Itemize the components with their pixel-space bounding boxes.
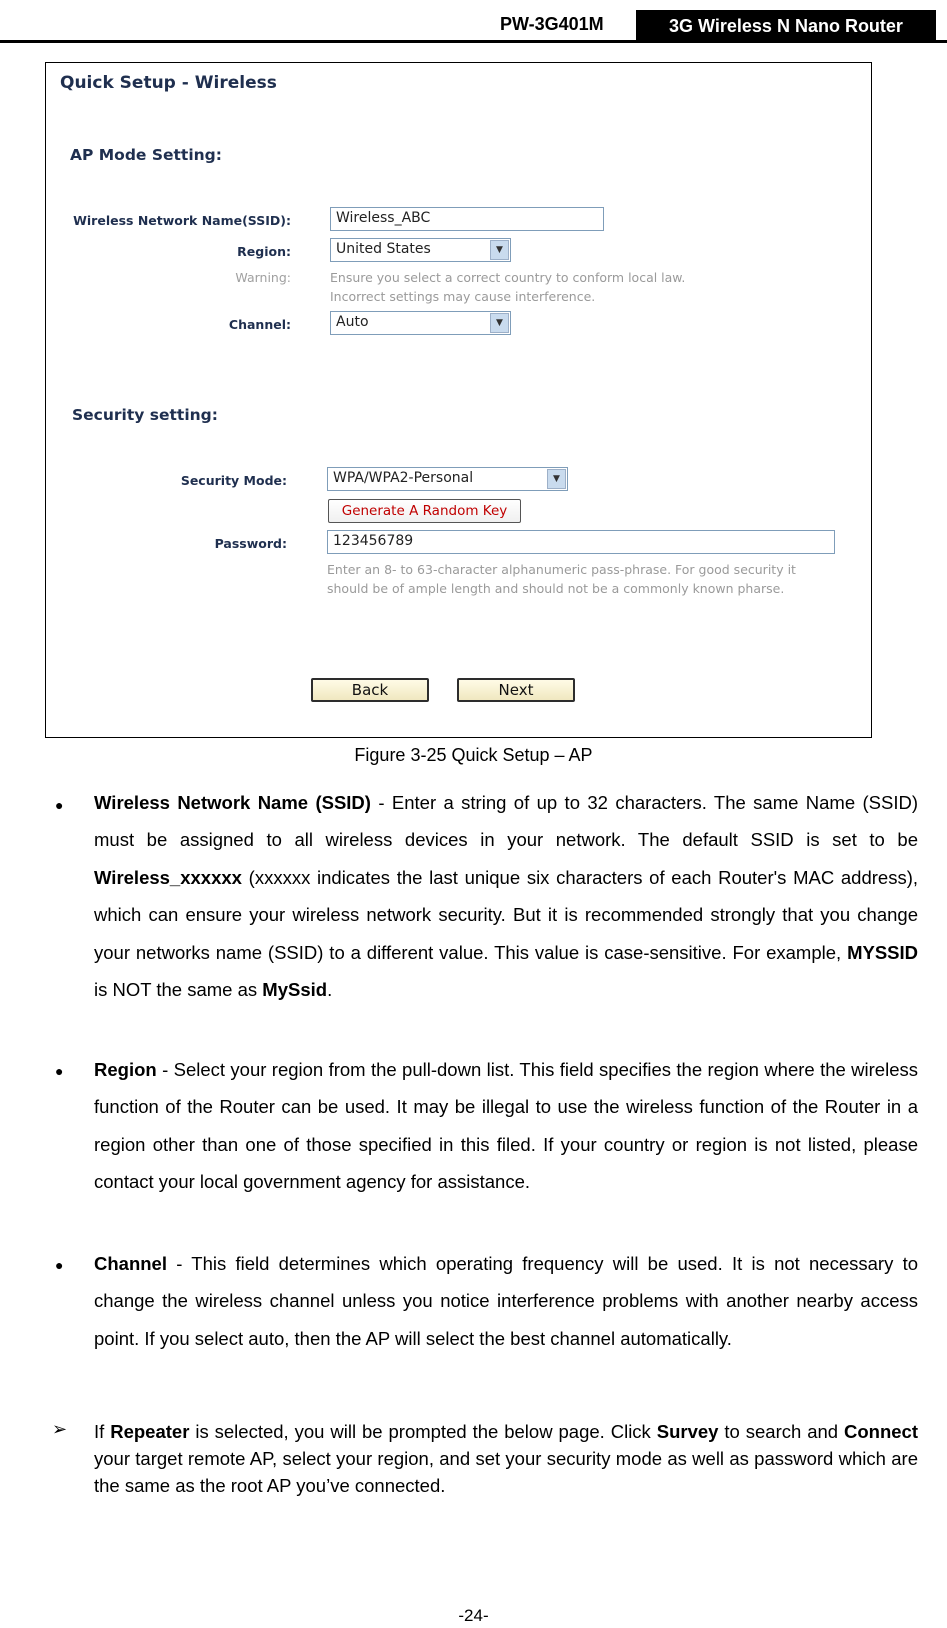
survey-term: Survey [656,1421,719,1442]
repeater-term: Repeater [110,1421,190,1442]
channel-label: Channel: [228,317,291,332]
repeater-text-1: If [94,1421,111,1442]
repeater-text-3: to search and [718,1421,844,1442]
password-hint-line-2: should be of ample length and should not be a commonly known pharse. [327,581,785,596]
region-select[interactable] [330,238,511,262]
security-mode-value: WPA/WPA2-Personal [333,470,474,486]
region-description [94,1051,918,1201]
ssid-input[interactable]: Wireless_ABC [330,207,604,231]
security-mode-label: Security Mode: [180,473,287,488]
warning-label: Warning: [235,270,291,285]
ap-mode-heading: AP Mode Setting: [70,146,222,164]
password-hint-line-1: Enter an 8- to 63-character alphanumeric pass-phrase. For good security it [327,562,796,577]
chevron-down-icon: ▼ [547,469,566,489]
chevron-down-icon: ▼ [490,313,509,333]
warning-text [330,268,685,306]
figure-caption: Figure 3-25 Quick Setup – AP [354,745,593,765]
document-model: PW-3G401M [500,14,604,34]
document-product-title: 3G Wireless N Nano Router [636,10,936,42]
channel-select[interactable] [330,311,511,335]
ssid-text-2: (xxxxxx indicates the last unique six characters of each Router's MAC address), which can ensure your wireless network security. But it is recommended strongly that you change your networks name (SSID) to a different value. This value is case-sensitive. For example, [94,866,918,963]
region-label: Region: [237,244,291,259]
region-text: - Select your region from the pull-down list. This field specifies the region where the wireless function of the Router can be used. It may be illegal to use the wireless function of the Router in a region other than one of those specified in this filed. If your country or region is not listed, please contact your local government agency for assistance. [94,1059,918,1193]
password-hint [327,560,796,598]
connect-term: Connect [844,1421,918,1442]
password-label: Password: [214,536,287,551]
ssid-text-1: - Enter a string of up to 32 characters. The same Name (SSID) must be assigned to all wireless devices in your network. The default SSID is set to be [94,792,919,851]
ssid-description [94,784,918,1008]
ssid-term: Wireless Network Name (SSID) [94,792,371,813]
ssid-text-3: is NOT the same as [94,979,263,1001]
channel-description [94,1245,918,1357]
quick-setup-screenshot [45,62,872,738]
warning-line-1: Ensure you select a correct country to conform local law. [330,270,686,285]
example-ssid-mixed: MySsid [262,979,328,1001]
security-heading: Security setting: [72,406,218,424]
security-mode-select[interactable] [327,467,568,491]
page-number: -24- [458,1606,489,1625]
arrow-bullet-icon: ➢ [52,1419,68,1439]
ssid-text-4: . [327,979,333,1001]
password-input[interactable]: 123456789 [327,530,835,554]
repeater-text-2: is selected, you will be prompted the below page. Click [189,1421,657,1442]
back-button[interactable]: Back [311,678,429,702]
region-term: Region [94,1059,157,1080]
repeater-text-4: your target remote AP, select your region, and set your security mode as well as password which are the same as the root AP you’ve connected. [94,1448,918,1496]
screen-title: Quick Setup - Wireless [60,73,277,93]
bullet-marker: ● [55,797,64,813]
header-rule [0,40,947,43]
example-ssid-upper: MYSSID [847,941,918,963]
chevron-down-icon: ▼ [490,240,509,260]
region-value: United States [336,241,431,257]
channel-term: Channel [94,1253,167,1274]
bullet-marker: ● [55,1063,64,1079]
generate-key-button[interactable]: Generate A Random Key [328,499,521,523]
repeater-description [94,1418,918,1499]
warning-line-2: Incorrect settings may cause interference. [330,289,596,304]
ssid-label: Wireless Network Name(SSID): [73,213,291,228]
bullet-marker: ● [55,1257,64,1273]
channel-value: Auto [336,314,369,330]
next-button[interactable]: Next [457,678,575,702]
default-ssid: Wireless_xxxxxx [94,866,242,888]
channel-text: - This field determines which operating frequency will be used. It is not necessary to change the wireless channel unless you notice interference problems with another nearby access point. If you select auto, then the AP will select the best channel automatically. [94,1253,918,1349]
